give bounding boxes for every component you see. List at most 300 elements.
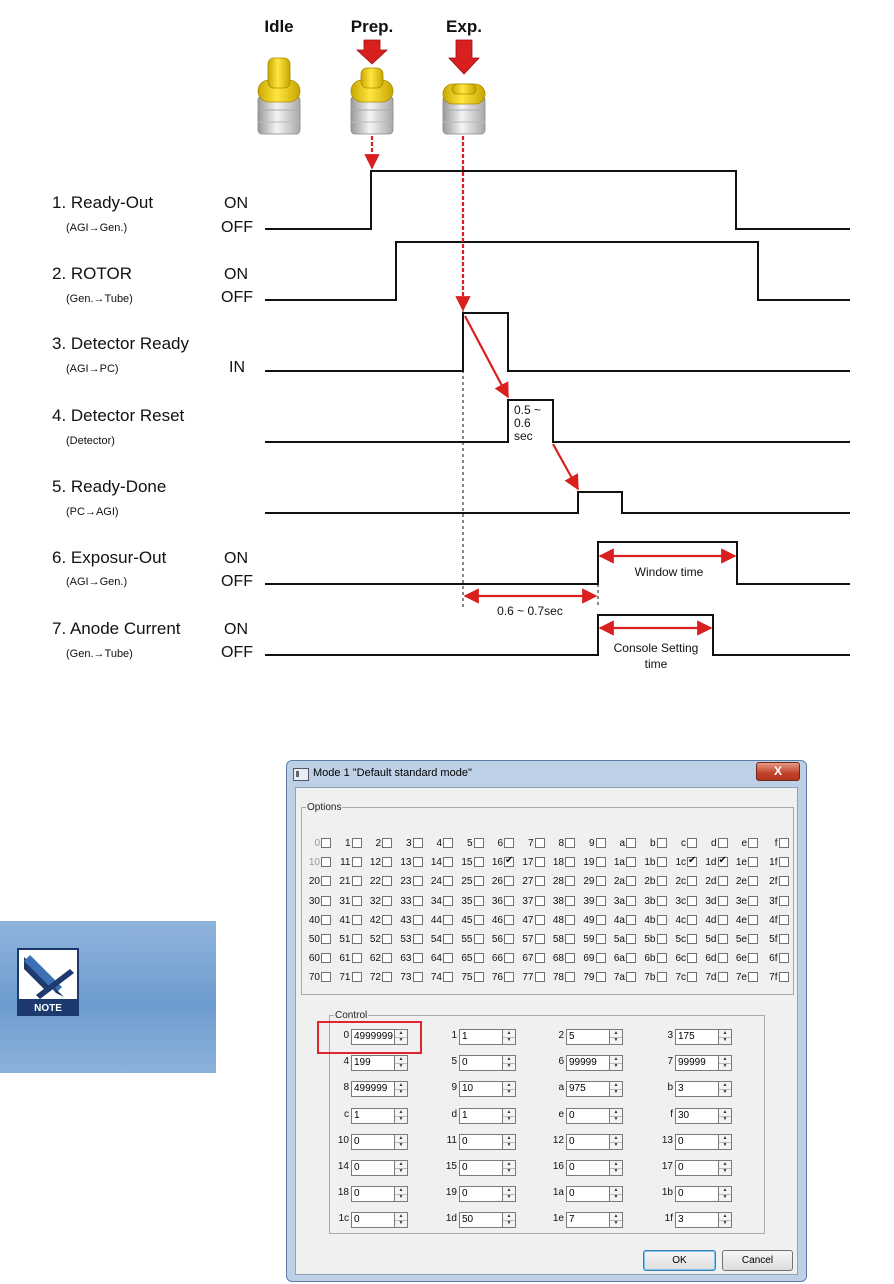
checkbox-checked[interactable] — [687, 857, 697, 867]
checkbox-unchecked[interactable] — [565, 876, 575, 886]
checkbox-unchecked[interactable] — [321, 953, 331, 963]
option-checkbox[interactable] — [518, 933, 548, 947]
spin-up-icon[interactable]: ▲ — [610, 1082, 622, 1090]
checkbox-unchecked[interactable] — [535, 857, 545, 867]
checkbox-unchecked[interactable] — [657, 876, 667, 886]
checkbox-unchecked[interactable] — [321, 972, 331, 982]
option-checkbox[interactable] — [640, 933, 670, 947]
spin-down-icon[interactable]: ▼ — [722, 1220, 728, 1227]
option-checkbox[interactable] — [609, 971, 639, 985]
option-checkbox[interactable] — [579, 875, 609, 889]
spin-buttons[interactable] — [394, 1212, 408, 1228]
spin-down-icon[interactable]: ▼ — [506, 1115, 512, 1122]
spin-down-icon[interactable]: ▼ — [722, 1141, 728, 1148]
option-checkbox[interactable] — [396, 875, 426, 889]
checkbox-unchecked[interactable] — [596, 857, 606, 867]
spin-buttons[interactable] — [609, 1055, 623, 1071]
option-checkbox[interactable] — [731, 952, 761, 966]
checkbox-unchecked[interactable] — [382, 915, 392, 925]
checkbox-unchecked[interactable] — [443, 838, 453, 848]
control-value-input[interactable]: 975 — [566, 1081, 610, 1097]
option-checkbox[interactable] — [335, 952, 365, 966]
spin-buttons[interactable] — [502, 1081, 516, 1097]
spin-up-icon[interactable]: ▲ — [610, 1135, 622, 1143]
option-checkbox[interactable] — [304, 875, 334, 889]
option-checkbox[interactable] — [548, 914, 578, 928]
option-checkbox[interactable] — [609, 914, 639, 928]
control-value-input[interactable]: 0 — [459, 1055, 503, 1071]
option-checkbox[interactable] — [731, 971, 761, 985]
spin-up-icon[interactable]: ▲ — [503, 1109, 515, 1117]
checkbox-unchecked[interactable] — [321, 838, 331, 848]
spin-buttons[interactable] — [502, 1108, 516, 1124]
option-checkbox[interactable] — [579, 914, 609, 928]
checkbox-unchecked[interactable] — [779, 953, 789, 963]
control-value-input[interactable]: 0 — [459, 1134, 503, 1150]
option-checkbox[interactable] — [701, 914, 731, 928]
spin-down-icon[interactable]: ▼ — [613, 1220, 619, 1227]
option-checkbox[interactable] — [548, 971, 578, 985]
control-value-input[interactable]: 3 — [675, 1081, 719, 1097]
spin-up-icon[interactable]: ▲ — [719, 1030, 731, 1038]
spin-buttons[interactable] — [609, 1212, 623, 1228]
option-checkbox[interactable] — [335, 895, 365, 909]
option-checkbox[interactable] — [701, 971, 731, 985]
checkbox-unchecked[interactable] — [382, 838, 392, 848]
option-checkbox[interactable] — [335, 875, 365, 889]
control-value-input[interactable]: 0 — [566, 1134, 610, 1150]
checkbox-unchecked[interactable] — [779, 934, 789, 944]
spin-buttons[interactable] — [718, 1134, 732, 1150]
spin-down-icon[interactable]: ▼ — [613, 1194, 619, 1201]
checkbox-unchecked[interactable] — [413, 838, 423, 848]
checkbox-unchecked[interactable] — [321, 915, 331, 925]
spin-down-icon[interactable]: ▼ — [398, 1168, 404, 1174]
checkbox-unchecked[interactable] — [718, 934, 728, 944]
option-checkbox[interactable] — [640, 895, 670, 909]
option-checkbox[interactable] — [701, 837, 731, 851]
option-checkbox[interactable] — [579, 837, 609, 851]
option-checkbox[interactable] — [487, 837, 517, 851]
spin-buttons[interactable] — [394, 1108, 408, 1124]
checkbox-unchecked[interactable] — [779, 972, 789, 982]
option-checkbox[interactable] — [670, 875, 700, 889]
checkbox-unchecked[interactable] — [352, 915, 362, 925]
option-checkbox[interactable] — [518, 837, 548, 851]
spin-buttons[interactable] — [394, 1081, 408, 1097]
checkbox-checked[interactable] — [504, 857, 514, 867]
checkbox-unchecked[interactable] — [718, 838, 728, 848]
option-checkbox[interactable] — [670, 914, 700, 928]
spin-buttons[interactable] — [609, 1160, 623, 1176]
spin-up-icon[interactable]: ▲ — [719, 1187, 731, 1195]
option-checkbox[interactable] — [701, 952, 731, 966]
option-checkbox[interactable] — [548, 933, 578, 947]
spin-down-icon[interactable]: ▼ — [398, 1194, 404, 1201]
control-value-input[interactable]: 7 — [566, 1212, 610, 1228]
option-checkbox[interactable] — [365, 952, 395, 966]
checkbox-unchecked[interactable] — [382, 972, 392, 982]
option-checkbox[interactable] — [487, 914, 517, 928]
spin-buttons[interactable] — [718, 1055, 732, 1071]
checkbox-unchecked[interactable] — [748, 838, 758, 848]
option-checkbox[interactable] — [487, 971, 517, 985]
control-value-input[interactable]: 30 — [675, 1108, 719, 1124]
spin-down-icon[interactable]: ▼ — [722, 1194, 728, 1201]
option-checkbox[interactable] — [457, 875, 487, 889]
option-checkbox[interactable] — [365, 856, 395, 870]
checkbox-unchecked[interactable] — [321, 876, 331, 886]
option-checkbox[interactable] — [396, 933, 426, 947]
checkbox-unchecked[interactable] — [687, 972, 697, 982]
checkbox-unchecked[interactable] — [748, 915, 758, 925]
checkbox-unchecked[interactable] — [413, 857, 423, 867]
option-checkbox[interactable] — [518, 895, 548, 909]
option-checkbox[interactable] — [670, 971, 700, 985]
option-checkbox[interactable] — [762, 837, 792, 851]
control-value-input[interactable]: 4999999 — [351, 1029, 395, 1045]
spin-down-icon[interactable]: ▼ — [506, 1089, 512, 1096]
option-checkbox[interactable] — [365, 837, 395, 851]
checkbox-unchecked[interactable] — [535, 896, 545, 906]
checkbox-unchecked[interactable] — [779, 857, 789, 867]
spin-down-icon[interactable]: ▼ — [613, 1089, 619, 1096]
option-checkbox[interactable] — [365, 895, 395, 909]
option-checkbox[interactable] — [365, 971, 395, 985]
spin-buttons[interactable] — [394, 1055, 408, 1071]
option-checkbox[interactable] — [609, 895, 639, 909]
spin-down-icon[interactable]: ▼ — [722, 1089, 728, 1096]
option-checkbox[interactable] — [731, 933, 761, 947]
control-value-input[interactable]: 0 — [566, 1108, 610, 1124]
option-checkbox[interactable] — [426, 856, 456, 870]
option-checkbox[interactable] — [640, 971, 670, 985]
checkbox-unchecked[interactable] — [779, 915, 789, 925]
checkbox-unchecked[interactable] — [504, 876, 514, 886]
spin-up-icon[interactable]: ▲ — [503, 1056, 515, 1064]
option-checkbox[interactable] — [609, 856, 639, 870]
option-checkbox[interactable] — [731, 875, 761, 889]
control-value-input[interactable]: 0 — [675, 1160, 719, 1176]
checkbox-unchecked[interactable] — [504, 934, 514, 944]
checkbox-unchecked[interactable] — [687, 953, 697, 963]
checkbox-unchecked[interactable] — [535, 838, 545, 848]
checkbox-unchecked[interactable] — [626, 934, 636, 944]
control-value-input[interactable]: 0 — [566, 1186, 610, 1202]
spin-down-icon[interactable]: ▼ — [722, 1037, 728, 1043]
option-checkbox[interactable] — [457, 914, 487, 928]
option-checkbox[interactable] — [518, 914, 548, 928]
control-value-input[interactable]: 1 — [351, 1108, 395, 1124]
spin-down-icon[interactable]: ▼ — [506, 1037, 512, 1043]
checkbox-unchecked[interactable] — [687, 838, 697, 848]
checkbox-unchecked[interactable] — [626, 896, 636, 906]
checkbox-unchecked[interactable] — [687, 876, 697, 886]
option-checkbox[interactable] — [487, 856, 517, 870]
option-checkbox[interactable] — [396, 856, 426, 870]
option-checkbox[interactable] — [457, 933, 487, 947]
option-checkbox[interactable] — [762, 933, 792, 947]
control-value-input[interactable]: 199 — [351, 1055, 395, 1071]
option-checkbox[interactable] — [426, 914, 456, 928]
option-checkbox[interactable] — [701, 856, 731, 870]
checkbox-unchecked[interactable] — [382, 876, 392, 886]
checkbox-unchecked[interactable] — [565, 934, 575, 944]
checkbox-unchecked[interactable] — [657, 838, 667, 848]
checkbox-unchecked[interactable] — [382, 857, 392, 867]
option-checkbox[interactable] — [457, 971, 487, 985]
option-checkbox[interactable] — [335, 856, 365, 870]
option-checkbox[interactable] — [426, 895, 456, 909]
option-checkbox[interactable] — [762, 895, 792, 909]
control-value-input[interactable]: 99999 — [675, 1055, 719, 1071]
checkbox-unchecked[interactable] — [321, 857, 331, 867]
control-value-input[interactable]: 0 — [459, 1160, 503, 1176]
spin-buttons[interactable] — [718, 1108, 732, 1124]
checkbox-unchecked[interactable] — [748, 857, 758, 867]
option-checkbox[interactable] — [426, 837, 456, 851]
checkbox-unchecked[interactable] — [504, 953, 514, 963]
option-checkbox[interactable] — [335, 971, 365, 985]
ok-button[interactable]: OK — [643, 1250, 716, 1271]
checkbox-unchecked[interactable] — [565, 896, 575, 906]
checkbox-unchecked[interactable] — [352, 953, 362, 963]
spin-buttons[interactable] — [394, 1134, 408, 1150]
option-checkbox[interactable] — [640, 837, 670, 851]
spin-up-icon[interactable]: ▲ — [395, 1187, 407, 1195]
checkbox-unchecked[interactable] — [535, 876, 545, 886]
checkbox-unchecked[interactable] — [352, 934, 362, 944]
checkbox-unchecked[interactable] — [474, 876, 484, 886]
spin-up-icon[interactable]: ▲ — [503, 1082, 515, 1090]
checkbox-unchecked[interactable] — [626, 857, 636, 867]
control-value-input[interactable]: 175 — [675, 1029, 719, 1045]
spin-buttons[interactable] — [394, 1160, 408, 1176]
option-checkbox[interactable] — [335, 914, 365, 928]
spin-up-icon[interactable]: ▲ — [610, 1161, 622, 1169]
option-checkbox[interactable] — [335, 933, 365, 947]
control-value-input[interactable]: 5 — [566, 1029, 610, 1045]
checkbox-unchecked[interactable] — [535, 972, 545, 982]
option-checkbox[interactable] — [304, 933, 334, 947]
option-checkbox[interactable] — [304, 971, 334, 985]
checkbox-checked[interactable] — [718, 857, 728, 867]
spin-up-icon[interactable]: ▲ — [610, 1187, 622, 1195]
checkbox-unchecked[interactable] — [596, 896, 606, 906]
spin-up-icon[interactable]: ▲ — [503, 1187, 515, 1195]
checkbox-unchecked[interactable] — [321, 896, 331, 906]
checkbox-unchecked[interactable] — [779, 896, 789, 906]
option-checkbox[interactable] — [487, 952, 517, 966]
option-checkbox[interactable] — [579, 856, 609, 870]
checkbox-unchecked[interactable] — [382, 896, 392, 906]
option-checkbox[interactable] — [365, 933, 395, 947]
spin-buttons[interactable] — [718, 1186, 732, 1202]
checkbox-unchecked[interactable] — [443, 972, 453, 982]
option-checkbox[interactable] — [762, 914, 792, 928]
spin-down-icon[interactable]: ▼ — [613, 1115, 619, 1122]
control-value-input[interactable]: 0 — [351, 1160, 395, 1176]
spin-up-icon[interactable]: ▲ — [719, 1109, 731, 1117]
option-checkbox[interactable] — [701, 875, 731, 889]
checkbox-unchecked[interactable] — [565, 953, 575, 963]
checkbox-unchecked[interactable] — [596, 953, 606, 963]
checkbox-unchecked[interactable] — [352, 857, 362, 867]
option-checkbox[interactable] — [304, 856, 334, 870]
checkbox-unchecked[interactable] — [413, 953, 423, 963]
option-checkbox[interactable] — [457, 856, 487, 870]
checkbox-unchecked[interactable] — [443, 953, 453, 963]
checkbox-unchecked[interactable] — [413, 876, 423, 886]
option-checkbox[interactable] — [670, 952, 700, 966]
spin-down-icon[interactable]: ▼ — [613, 1141, 619, 1148]
checkbox-unchecked[interactable] — [596, 972, 606, 982]
option-checkbox[interactable] — [304, 895, 334, 909]
control-value-input[interactable]: 1 — [459, 1108, 503, 1124]
option-checkbox[interactable] — [365, 914, 395, 928]
option-checkbox[interactable] — [640, 952, 670, 966]
option-checkbox[interactable] — [701, 895, 731, 909]
spin-down-icon[interactable]: ▼ — [398, 1089, 404, 1096]
spin-up-icon[interactable]: ▲ — [610, 1030, 622, 1038]
option-checkbox[interactable] — [609, 875, 639, 889]
spin-down-icon[interactable]: ▼ — [722, 1168, 728, 1174]
checkbox-unchecked[interactable] — [596, 876, 606, 886]
spin-up-icon[interactable]: ▲ — [503, 1030, 515, 1038]
option-checkbox[interactable] — [426, 875, 456, 889]
checkbox-unchecked[interactable] — [687, 934, 697, 944]
spin-down-icon[interactable]: ▼ — [613, 1168, 619, 1174]
checkbox-unchecked[interactable] — [504, 838, 514, 848]
spin-up-icon[interactable]: ▲ — [610, 1213, 622, 1221]
checkbox-unchecked[interactable] — [474, 896, 484, 906]
control-value-input[interactable]: 99999 — [566, 1055, 610, 1071]
checkbox-unchecked[interactable] — [413, 915, 423, 925]
option-checkbox[interactable] — [609, 837, 639, 851]
option-checkbox[interactable] — [609, 952, 639, 966]
checkbox-unchecked[interactable] — [626, 972, 636, 982]
option-checkbox[interactable] — [548, 837, 578, 851]
option-checkbox[interactable] — [426, 971, 456, 985]
checkbox-unchecked[interactable] — [657, 915, 667, 925]
checkbox-unchecked[interactable] — [779, 838, 789, 848]
option-checkbox[interactable] — [640, 914, 670, 928]
option-checkbox[interactable] — [426, 933, 456, 947]
checkbox-unchecked[interactable] — [779, 876, 789, 886]
spin-up-icon[interactable]: ▲ — [503, 1213, 515, 1221]
option-checkbox[interactable] — [518, 875, 548, 889]
spin-down-icon[interactable]: ▼ — [722, 1115, 728, 1122]
spin-up-icon[interactable]: ▲ — [719, 1135, 731, 1143]
control-value-input[interactable]: 50 — [459, 1212, 503, 1228]
spin-buttons[interactable] — [609, 1186, 623, 1202]
checkbox-unchecked[interactable] — [718, 953, 728, 963]
spin-up-icon[interactable]: ▲ — [395, 1161, 407, 1169]
checkbox-unchecked[interactable] — [565, 838, 575, 848]
checkbox-unchecked[interactable] — [718, 876, 728, 886]
control-value-input[interactable]: 10 — [459, 1081, 503, 1097]
option-checkbox[interactable] — [548, 952, 578, 966]
checkbox-unchecked[interactable] — [352, 838, 362, 848]
spin-buttons[interactable] — [502, 1134, 516, 1150]
option-checkbox[interactable] — [518, 971, 548, 985]
spin-up-icon[interactable]: ▲ — [719, 1082, 731, 1090]
checkbox-unchecked[interactable] — [474, 934, 484, 944]
option-checkbox[interactable] — [731, 856, 761, 870]
option-checkbox[interactable] — [670, 933, 700, 947]
spin-up-icon[interactable]: ▲ — [719, 1213, 731, 1221]
option-checkbox[interactable] — [548, 895, 578, 909]
option-checkbox[interactable] — [731, 914, 761, 928]
checkbox-unchecked[interactable] — [748, 876, 758, 886]
option-checkbox[interactable] — [457, 895, 487, 909]
option-checkbox[interactable] — [396, 914, 426, 928]
spin-down-icon[interactable]: ▼ — [613, 1037, 619, 1043]
checkbox-unchecked[interactable] — [596, 915, 606, 925]
spin-down-icon[interactable]: ▼ — [398, 1141, 404, 1148]
checkbox-unchecked[interactable] — [626, 876, 636, 886]
spin-buttons[interactable] — [609, 1108, 623, 1124]
checkbox-unchecked[interactable] — [443, 876, 453, 886]
checkbox-unchecked[interactable] — [626, 915, 636, 925]
spin-up-icon[interactable]: ▲ — [395, 1109, 407, 1117]
checkbox-unchecked[interactable] — [474, 972, 484, 982]
spin-up-icon[interactable]: ▲ — [719, 1056, 731, 1064]
spin-buttons[interactable] — [502, 1055, 516, 1071]
spin-buttons[interactable] — [718, 1081, 732, 1097]
spin-down-icon[interactable]: ▼ — [506, 1194, 512, 1201]
checkbox-unchecked[interactable] — [382, 934, 392, 944]
close-button[interactable]: X — [756, 762, 800, 781]
checkbox-unchecked[interactable] — [748, 896, 758, 906]
spin-up-icon[interactable]: ▲ — [503, 1135, 515, 1143]
checkbox-unchecked[interactable] — [657, 934, 667, 944]
checkbox-unchecked[interactable] — [657, 953, 667, 963]
checkbox-unchecked[interactable] — [565, 915, 575, 925]
checkbox-unchecked[interactable] — [413, 972, 423, 982]
option-checkbox[interactable] — [396, 971, 426, 985]
control-value-input[interactable]: 0 — [675, 1134, 719, 1150]
spin-buttons[interactable] — [718, 1212, 732, 1228]
checkbox-unchecked[interactable] — [413, 934, 423, 944]
checkbox-unchecked[interactable] — [596, 838, 606, 848]
spin-down-icon[interactable]: ▼ — [506, 1063, 512, 1070]
checkbox-unchecked[interactable] — [443, 934, 453, 944]
checkbox-unchecked[interactable] — [474, 915, 484, 925]
option-checkbox[interactable] — [304, 952, 334, 966]
control-value-input[interactable]: 3 — [675, 1212, 719, 1228]
spin-up-icon[interactable]: ▲ — [610, 1109, 622, 1117]
cancel-button[interactable]: Cancel — [722, 1250, 793, 1271]
option-checkbox[interactable] — [609, 933, 639, 947]
checkbox-unchecked[interactable] — [382, 953, 392, 963]
checkbox-unchecked[interactable] — [443, 857, 453, 867]
spin-buttons[interactable] — [394, 1186, 408, 1202]
option-checkbox[interactable] — [731, 895, 761, 909]
control-value-input[interactable]: 0 — [459, 1186, 503, 1202]
checkbox-unchecked[interactable] — [565, 857, 575, 867]
option-checkbox[interactable] — [762, 952, 792, 966]
option-checkbox[interactable] — [762, 875, 792, 889]
spin-down-icon[interactable]: ▼ — [722, 1063, 728, 1070]
option-checkbox[interactable] — [487, 933, 517, 947]
spin-buttons[interactable] — [609, 1081, 623, 1097]
spin-up-icon[interactable]: ▲ — [395, 1213, 407, 1221]
checkbox-unchecked[interactable] — [718, 896, 728, 906]
option-checkbox[interactable] — [487, 895, 517, 909]
checkbox-unchecked[interactable] — [474, 838, 484, 848]
spin-up-icon[interactable]: ▲ — [610, 1056, 622, 1064]
